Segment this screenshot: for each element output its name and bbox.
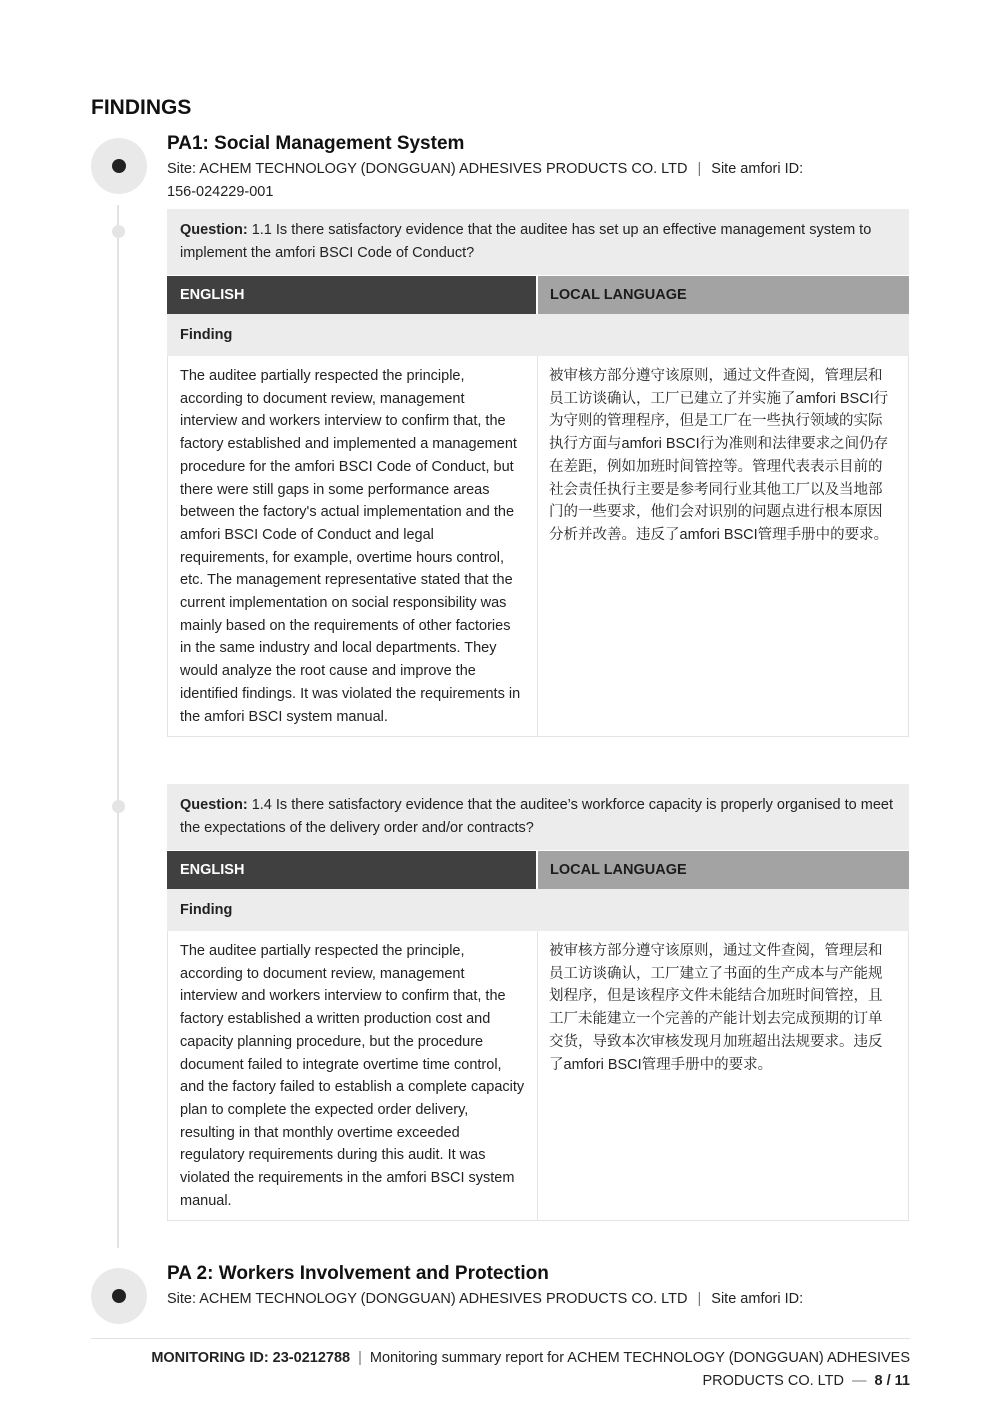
question-body: 1.4 Is there satisfactory evidence that the auditee’s workforce capacity is properly organised to meet the expectations of the delivery order and/or contracts? [180, 797, 893, 836]
column-header-local-language: LOCAL LANGUAGE [538, 851, 909, 889]
footer-separator: | [358, 1350, 362, 1366]
site-label: Site: [167, 1291, 197, 1307]
pa1-title: PA1: Social Management System [167, 133, 465, 154]
question-text [167, 209, 909, 275]
finding-label: Finding [167, 314, 909, 356]
question-text [167, 784, 909, 850]
pa2-site-info [167, 1288, 867, 1311]
question-timeline-dot [112, 225, 125, 238]
pa2-timeline-marker [91, 1268, 147, 1324]
timeline-line [117, 205, 119, 1248]
question-card-1-1 [167, 209, 909, 737]
pa1-timeline-marker [91, 138, 147, 194]
finding-local-text: 被审核方部分遵守该原则，通过文件查阅，管理层和员工访谈确认，工厂建立了书面的生产成本与产能规划程序，但是该程序文件未能结合加班时间管控，且工厂未能建立一个完善的产能计划去完成预期的订单交货，导致本次审核发现月加班超出法规要求。违反了amfori BSCI管理手册中的要求。 [549, 943, 883, 1073]
finding-english-text: The auditee partially respected the principle, according to document review, management interview and workers interview to confirm that, the factory established a written production cost and capacity planning procedure, but the procedure document failed to integrate overtime time control, and the factory failed to establish a complete capacity plan to complete the expected order delivery, resulting in that monthly overtime exceeded regulatory requirements during this audit. It was violated the requirements in the amfori BSCI system manual. [168, 931, 538, 1220]
page-number: 8 / 11 [874, 1373, 910, 1389]
amfori-id-label: Site amfori ID: [711, 161, 804, 177]
question-label: Question: [180, 797, 248, 813]
site-label: Site: [167, 161, 197, 177]
footer [91, 1347, 910, 1393]
separator: | [697, 161, 702, 177]
separator: | [697, 1291, 702, 1307]
footer-divider [91, 1338, 910, 1339]
finding-body-row [167, 356, 909, 737]
site-name: ACHEM TECHNOLOGY (DONGGUAN) ADHESIVES PRODUCTS CO. LTD [199, 1291, 688, 1307]
question-body: 1.1 Is there satisfactory evidence that the auditee has set up an effective management system to implement the amfori BSCI Code of Conduct? [180, 222, 872, 261]
column-header-english: ENGLISH [167, 276, 536, 314]
amfori-id-value: 156-024229-001 [167, 184, 274, 200]
finding-local-text: 被审核方部分遵守该原则，通过文件查阅，管理层和员工访谈确认，工厂已建立了并实施了amfori BSCI行为守则的管理程序，但是工厂在一些执行领域的实际执行方面与amfori BSCI行为准则和法律要求之间仍存在差距，例如加班时间管控等。管理代表表示目前的社会责任执行主要是参考同行业其他工厂以及当地部门的一些要求，他们会对识别的问题点进行根本原因分析并改善。违反了amfori BSCI管理手册中的要求。 [549, 368, 889, 543]
report-title: Monitoring summary report for ACHEM TECHNOLOGY (DONGGUAN) ADHESIVES PRODUCTS CO. LTD [369, 1350, 910, 1389]
finding-label: Finding [167, 889, 909, 931]
pa1-marker-dot [112, 159, 126, 173]
amfori-id-label: Site amfori ID: [711, 1291, 804, 1307]
column-header-local-language: LOCAL LANGUAGE [538, 276, 909, 314]
question-label: Question: [180, 222, 248, 238]
column-header-english: ENGLISH [167, 851, 536, 889]
question-timeline-dot [112, 800, 125, 813]
column-header-row [167, 850, 909, 889]
question-card-1-4 [167, 784, 909, 1221]
pa2-title: PA 2: Workers Involvement and Protection [167, 1263, 549, 1284]
monitoring-id: MONITORING ID: 23-0212788 [151, 1350, 351, 1366]
site-name: ACHEM TECHNOLOGY (DONGGUAN) ADHESIVES PRODUCTS CO. LTD [199, 161, 688, 177]
column-header-row [167, 275, 909, 314]
finding-english-text: The auditee partially respected the principle, according to document review, management interview and workers interview to confirm that, the factory established and implemented a management procedure for the amfori BSCI Code of Conduct, but there were still gaps in some performance areas between the factory's actual implementation and the amfori BSCI Code of Conduct and legal requirements, for example, overtime hours control, etc. The management representative stated that the current implementation on social responsibility was mainly based on the requirements of other factories in the same industry and local departments. They would analyze the root cause and improve the identified findings. It was violated the requirements in the amfori BSCI system manual. [168, 356, 538, 736]
page-title: FINDINGS [91, 96, 192, 119]
footer-dash: — [852, 1373, 867, 1389]
pa1-site-info [167, 158, 867, 204]
finding-body-row [167, 931, 909, 1221]
pa2-marker-dot [112, 1289, 126, 1303]
